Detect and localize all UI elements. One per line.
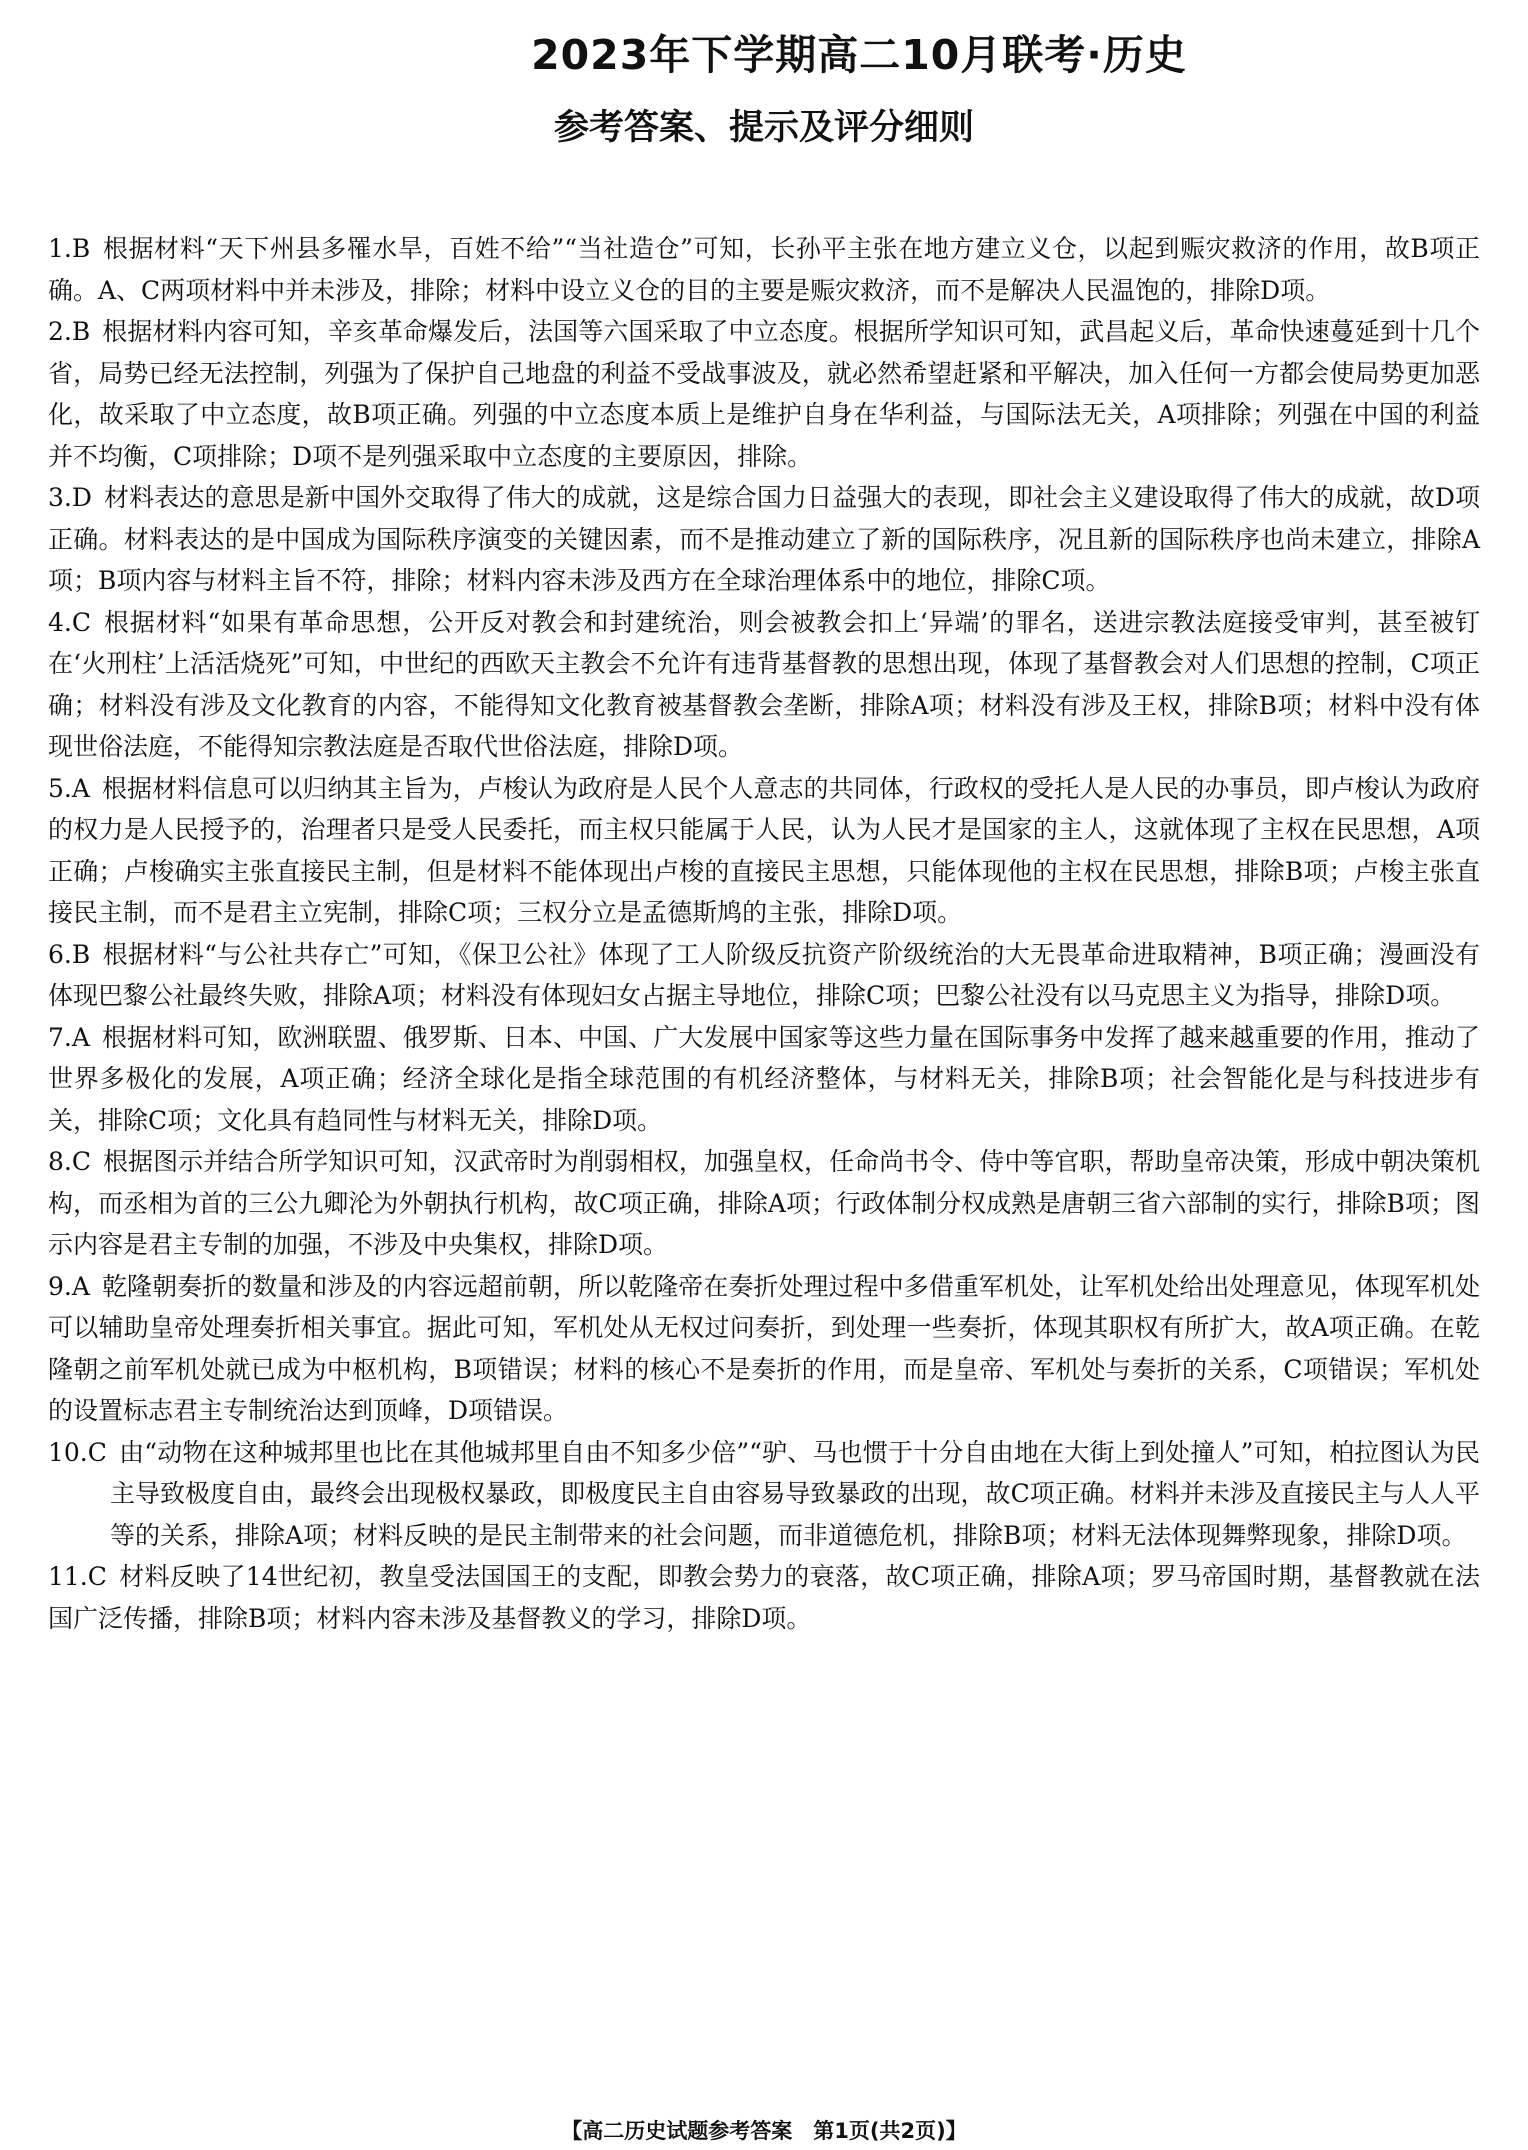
answer-item-11 [48, 1556, 1480, 1639]
page-title: 2023年下学期高二10月联考·历史 [531, 31, 1187, 79]
answer-item-6 [48, 934, 1480, 1017]
answer-item-8 [48, 1141, 1480, 1266]
answer-number: 6.B [48, 939, 91, 969]
answer-explanation: 根据材料可知，欧洲联盟、俄罗斯、日本、中国、广大发展中国家等这些力量在国际事务中发挥了越来越重要的作用，推动了世界多极化的发展，A项正确；经济全球化是指全球范围的有机经济整体，与材料无关，排除B项；社会智能化是与科技进步有关，排除C项；文化具有趋同性与材料无关，排除D项。 [48, 1022, 1480, 1135]
answer-item-5 [48, 768, 1480, 934]
answer-explanation: 根据材料内容可知，辛亥革命爆发后，法国等六国采取了中立态度。根据所学知识可知，武昌起义后，革命快速蔓延到十几个省，局势已经无法控制，列强为了保护自己地盘的利益不受战事波及，就必然希望赶紧和平解决，加入任何一方都会使局势更加恶化，故采取了中立态度，故B项正确。列强的中立态度本质上是维护自身在华利益，与国际法无关，A项排除；列强在中国的利益并不均衡，C项排除；D项不是列强采取中立态度的主要原因，排除。 [48, 317, 1480, 471]
answer-number: 11.C [48, 1562, 107, 1591]
answer-item-2 [48, 311, 1480, 477]
answer-explanation: 材料表达的意思是新中国外交取得了伟大的成就，这是综合国力日益强大的表现，即社会主义建设取得了伟大的成就，故D项正确。材料表达的是中国成为国际秩序演变的关键因素，而不是推动建立了新的国际秩序，况且新的国际秩序也尚未建立，排除A项；B项内容与材料主旨不符，排除；材料内容未涉及西方在全球治理体系中的地位，排除C项。 [48, 483, 1480, 595]
answer-item-9 [48, 1266, 1480, 1432]
answer-item-10 [48, 1432, 1480, 1557]
answer-number: 10.C [48, 1437, 107, 1467]
answer-item-7 [48, 1017, 1480, 1142]
answer-explanation: 材料反映了14世纪初，教皇受法国国王的支配，即教会势力的衰落，故C项正确，排除A项；罗马帝国时期，基督教就在法国广泛传播，排除B项；材料内容未涉及基督教义的学习，排除D项。 [48, 1562, 1480, 1633]
answer-explanation: 根据材料“如果有革命思想，公开反对教会和封建统治，则会被教会扣上‘异端’的罪名，送进宗教法庭接受审判，甚至被钉在‘火刑柱’上活活烧死”可知，中世纪的西欧天主教会不允许有违背基督教的思想出现，体现了基督教会对人们思想的控制，C项正确；材料没有涉及文化教育的内容，不能得知文化教育被基督教会垄断，排除A项；材料没有涉及王权，排除B项；材料中没有体现世俗法庭，不能得知宗教法庭是否取代世俗法庭，排除D项。 [48, 607, 1480, 761]
answer-number: 5.A [48, 773, 90, 803]
answer-number: 4.C [48, 607, 91, 637]
answer-number: 3.D [48, 483, 92, 512]
answer-number: 8.C [48, 1147, 91, 1176]
answer-number: 1.B [48, 234, 91, 263]
answer-number: 9.A [48, 1271, 90, 1301]
answer-explanation: 根据材料“与公社共存亡”可知，《保卫公社》体现了工人阶级反抗资产阶级统治的大无畏革命进取精神，B项正确；漫画没有体现巴黎公社最终失败，排除A项；材料没有体现妇女占据主导地位，排除C项；巴黎公社没有以马克思主义为指导，排除D项。 [48, 939, 1480, 1010]
page-subtitle: 参考答案、提示及评分细则 [553, 108, 974, 148]
answer-number: 2.B [48, 317, 91, 346]
answer-item-1 [48, 228, 1480, 311]
answer-item-3 [48, 477, 1480, 602]
answer-explanation: 由“动物在这种城邦里也比在其他城邦里自由不知多少倍”“驴、马也惯于十分自由地在大街上到处撞人”可知，柏拉图认为民主导致极度自由，最终会出现极权暴政，即极度民主自由容易导致暴政的出现，故C项正确。材料并未涉及直接民主与人人平等的关系，排除A项；材料反映的是民主制带来的社会问题，而非道德危机，排除B项；材料无法体现舞弊现象，排除D项。 [110, 1437, 1480, 1550]
page-footer: 【高二历史试题参考答案 第1页(共2页)】 [561, 2119, 967, 2143]
answer-explanation: 根据材料“天下州县多罹水旱，百姓不给”“当社造仓”可知，长孙平主张在地方建立义仓，以起到赈灾救济的作用，故B项正确。A、C两项材料中并未涉及，排除；材料中设立义仓的目的主要是赈灾救济，而不是解决人民温饱的，排除D项。 [48, 234, 1480, 305]
answer-item-4 [48, 602, 1480, 768]
answer-explanation: 根据图示并结合所学知识可知，汉武帝时为削弱相权，加强皇权，任命尚书令、侍中等官职，帮助皇帝决策，形成中朝决策机构，而丞相为首的三公九卿沦为外朝执行机构，故C项正确，排除A项；行政体制分权成熟是唐朝三省六部制的实行，排除B项；图示内容是君主专制的加强，不涉及中央集权，排除D项。 [48, 1147, 1480, 1259]
answer-explanation: 根据材料信息可以归纳其主旨为，卢梭认为政府是人民个人意志的共同体，行政权的受托人是人民的办事员，即卢梭认为政府的权力是人民授予的，治理者只是受人民委托，而主权只能属于人民，认为人民才是国家的主人，这就体现了主权在民思想，A项正确；卢梭确实主张直接民主制，但是材料不能体现出卢梭的直接民主思想，只能体现他的主权在民思想，排除B项；卢梭主张直接民主制，而不是君主立宪制，排除C项；三权分立是孟德斯鸠的主张，排除D项。 [48, 773, 1480, 927]
answer-number: 7.A [48, 1022, 90, 1052]
answer-explanation: 乾隆朝奏折的数量和涉及的内容远超前朝，所以乾隆帝在奏折处理过程中多借重军机处，让军机处给出处理意见，体现军机处可以辅助皇帝处理奏折相关事宜。据此可知，军机处从无权过问奏折，到处理一些奏折，体现其职权有所扩大，故A项正确。在乾隆朝之前军机处就已成为中枢机构，B项错误；材料的核心不是奏折的作用，而是皇帝、军机处与奏折的关系，C项错误；军机处的设置标志君主专制统治达到顶峰，D项错误。 [48, 1271, 1480, 1425]
answer-list [48, 228, 1480, 1639]
